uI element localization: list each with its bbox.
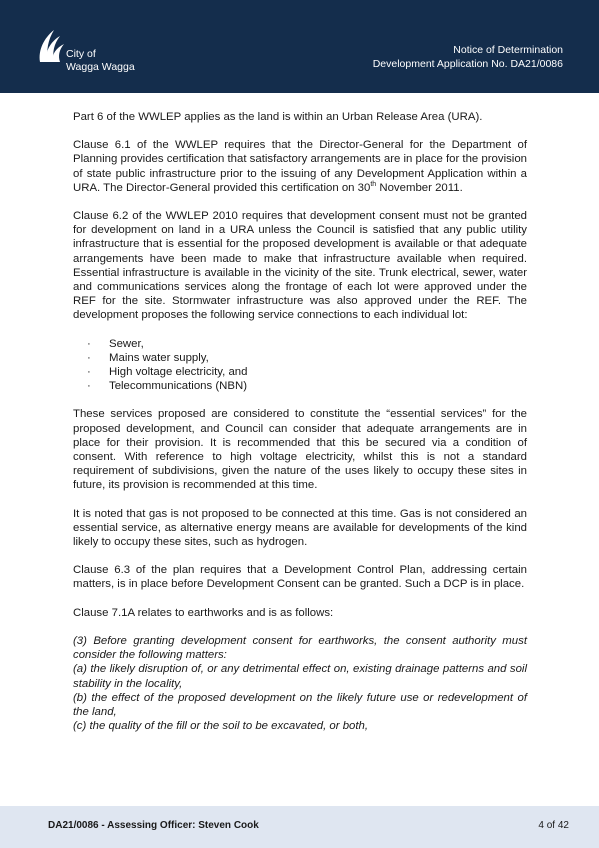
- header-title-line-1: Notice of Determination: [453, 44, 563, 56]
- quote-line: (a) the likely disruption of, or any detrimental effect on, existing drainage patterns and soil stability in the locality,: [73, 663, 527, 690]
- page-number: 4 of 42: [538, 820, 569, 831]
- paragraph-2: [73, 138, 527, 195]
- list-item-text: Mains water supply,: [109, 351, 209, 364]
- list-item-text: Sewer,: [109, 337, 144, 350]
- bullet-icon: ·: [87, 337, 91, 350]
- paragraph-2-text: Clause 6.1 of the WWLEP requires that the Director-General for the Department of Planning provides certification that satisfactory arrangements are in place for the provision of state public infrastructure prior to the issuing of any Development Application within a URA. The Director-General provided this certification on 30: [73, 139, 527, 194]
- paragraph-1: Part 6 of the WWLEP applies as the land is within an Urban Release Area (URA).: [73, 111, 483, 123]
- paragraph-3: Clause 6.2 of the WWLEP 2010 requires that development consent must not be granted for development on land in a URA unless the Council is satisfied that any public utility infrastructure that is essential for the proposed development is available or that adequate arrangements have been made to make that infrastructure available when required. Essential infrastructure is available in the vicinity of the site. Trunk electrical, sewer, water and communications services along the frontage of each lot were approved under the REF for the site. Stormwater infrastructure was also approved under the REF. The development proposes the following service connections to each individual lot:: [73, 210, 527, 322]
- list-item: [87, 337, 527, 351]
- page-header: [0, 0, 599, 93]
- city-of-wagga-wagga-logo-icon: [36, 28, 66, 64]
- list-item: [87, 379, 527, 393]
- list-item: [87, 351, 527, 365]
- paragraph-4: These services proposed are considered to constitute the “essential services” for the proposed development, and Council can consider that adequate arrangements are in place for their provision. It is recommended that this be secured via a condition of consent. With reference to high voltage electricity, whilst this is not a standard requirement of subdivisions, given the nature of the uses likely to occupy these sites in future, its provision is recommended at this time.: [73, 408, 527, 492]
- quote-line: (c) the quality of the fill or the soil to be excavated, or both,: [73, 720, 369, 733]
- list-item: [87, 365, 527, 379]
- quote-line: (b) the effect of the proposed development on the likely future use or redevelopment of the land,: [73, 691, 527, 718]
- page-footer: [0, 806, 599, 848]
- quoted-clause: [73, 634, 527, 733]
- bullet-icon: ·: [87, 366, 91, 379]
- logo-line-1: City of: [66, 48, 96, 60]
- paragraph-2-end: November 2011.: [376, 181, 463, 194]
- ordinal-suffix: th: [370, 181, 377, 189]
- logo-line-2: Wagga Wagga: [66, 61, 135, 73]
- list-item-text: Telecommunications (NBN): [109, 380, 247, 393]
- header-title: [373, 43, 563, 71]
- header-title-line-2: Development Application No. DA21/0086: [372, 58, 563, 70]
- bullet-icon: ·: [87, 380, 91, 393]
- paragraph-6: Clause 6.3 of the plan requires that a Development Control Plan, addressing certain matters, is in place before Development Consent can be granted. Such a DCP is in place.: [73, 564, 527, 591]
- document-body: [73, 110, 527, 733]
- list-item-text: High voltage electricity, and: [109, 366, 248, 379]
- service-list: [73, 337, 527, 394]
- bullet-icon: ·: [87, 351, 91, 364]
- paragraph-5: It is noted that gas is not proposed to be connected at this time. Gas is not considered an essential service, as alternative energy means are available for developments of the kind likely to occupy these sites, such as hydrogen.: [73, 507, 527, 549]
- logo-text: [66, 48, 135, 74]
- paragraph-7: Clause 7.1A relates to earthworks and is as follows:: [73, 606, 334, 619]
- quote-line: (3) Before granting development consent for earthworks, the consent authority must consider the following matters:: [73, 634, 527, 662]
- footer-assessing-officer: DA21/0086 - Assessing Officer: Steven Cook: [48, 820, 259, 831]
